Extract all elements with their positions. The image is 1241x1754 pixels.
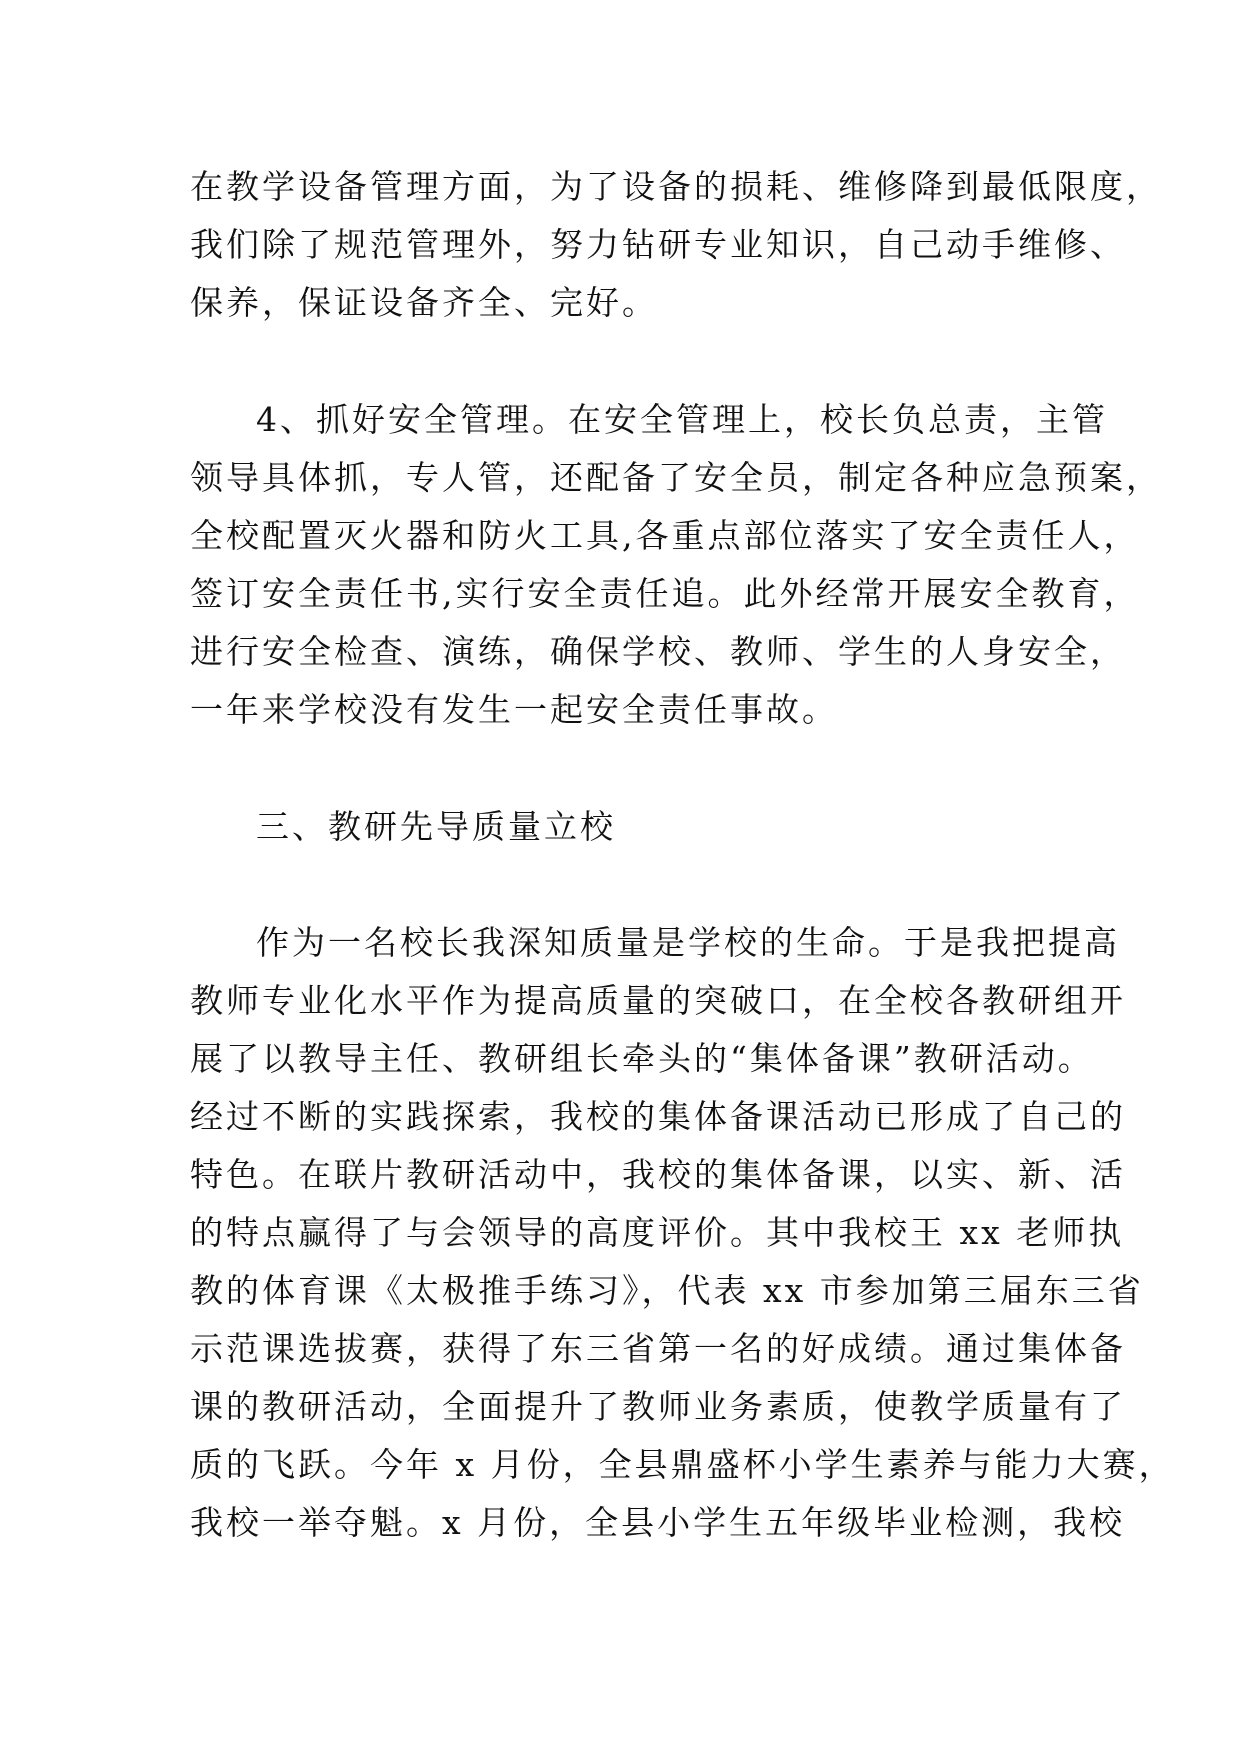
paragraph-line: 领导具体抓，专人管，还配备了安全员，制定各种应急预案，	[190, 458, 1162, 497]
paragraph-line: 作为一名校长我深知质量是学校的生命。于是我把提高	[256, 923, 1120, 962]
paragraph-line: 教的体育课《太极推手练习》，代表 xx 市参加第三届东三省	[190, 1271, 1144, 1310]
paragraph-line: 展了以教导主任、教研组长牵头的“集体备课”教研活动。	[190, 1039, 1094, 1078]
paragraph-line: 一年来学校没有发生一起安全责任事故。	[190, 690, 838, 729]
paragraph-line: 在教学设备管理方面，为了设备的损耗、维修降到最低限度，	[190, 167, 1162, 206]
paragraph-line: 4、抓好安全管理。在安全管理上，校长负总责，主管	[256, 400, 1108, 439]
paragraph-line: 特色。在联片教研活动中，我校的集体备课，以实、新、活	[190, 1155, 1126, 1194]
paragraph-line: 签订安全责任书,实行安全责任追。此外经常开展安全教育，	[190, 574, 1140, 613]
paragraph-line: 教师专业化水平作为提高质量的突破口，在全校各教研组开	[190, 981, 1126, 1020]
paragraph-line: 进行安全检查、演练，确保学校、教师、学生的人身安全，	[190, 632, 1126, 671]
paragraph-line: 全校配置灭火器和防火工具,各重点部位落实了安全责任人，	[190, 516, 1140, 555]
paragraph-line: 我校一举夺魁。x 月份，全县小学生五年级毕业检测，我校	[190, 1503, 1126, 1542]
paragraph-line: 质的飞跃。今年 x 月份，全县鼎盛杯小学生素养与能力大赛，	[190, 1445, 1175, 1484]
section-heading: 三、教研先导质量立校	[256, 807, 616, 846]
paragraph-line: 保养，保证设备齐全、完好。	[190, 283, 658, 322]
paragraph-line: 示范课选拔赛，获得了东三省第一名的好成绩。通过集体备	[190, 1329, 1126, 1368]
paragraph-line: 经过不断的实践探索，我校的集体备课活动已形成了自己的	[190, 1097, 1126, 1136]
paragraph-line: 课的教研活动，全面提升了教师业务素质，使教学质量有了	[190, 1387, 1126, 1426]
paragraph-line: 我们除了规范管理外，努力钻研专业知识，自己动手维修、	[190, 225, 1126, 264]
paragraph-line: 的特点赢得了与会领导的高度评价。其中我校王 xx 老师执	[190, 1213, 1125, 1252]
